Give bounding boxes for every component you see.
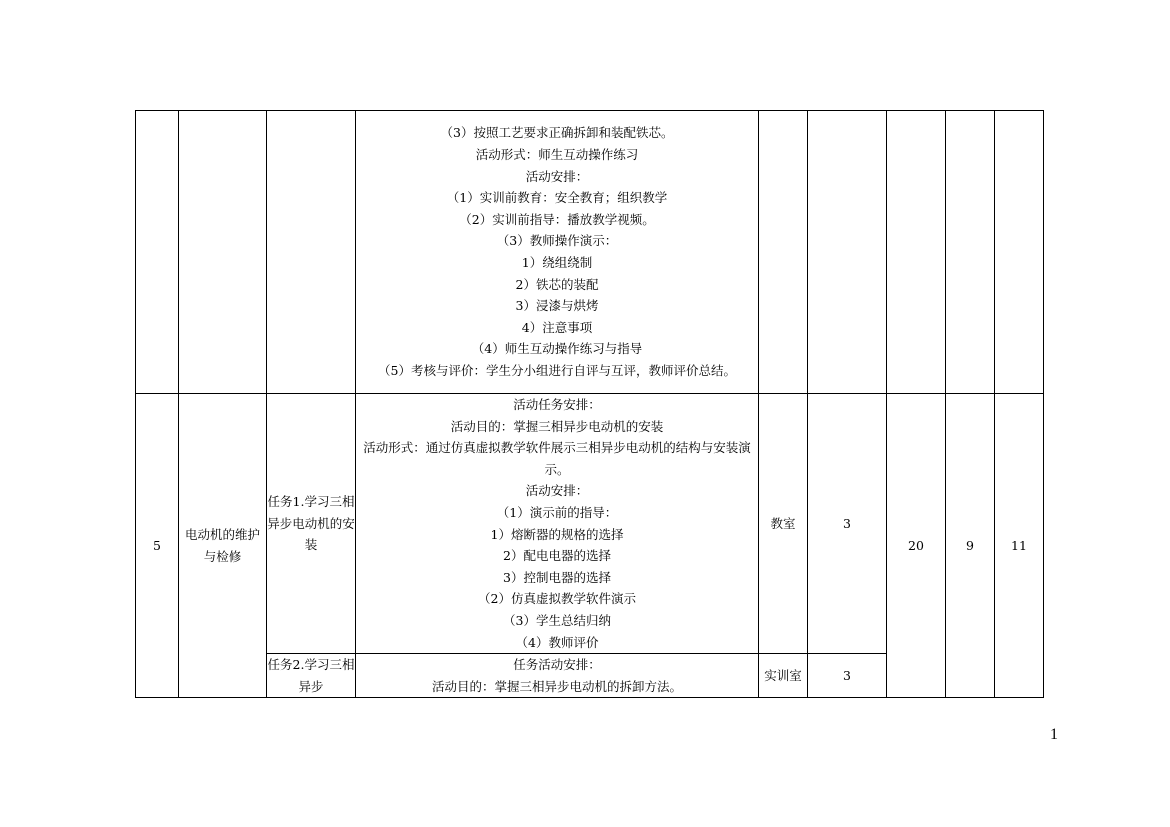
cell-module-name — [179, 111, 267, 394]
content-line: （1）实训前教育：安全教育；组织教学 — [446, 190, 668, 206]
content-line: 1）熔断器的规格的选择 — [490, 526, 624, 542]
content-line: 4）注意事项 — [521, 319, 593, 335]
content-line: （2）仿真虚拟教学软件演示 — [478, 591, 636, 607]
cell-activity-content — [356, 111, 759, 394]
content-line: 活动形式：师生互动操作练习 — [475, 147, 639, 163]
task2-location: 实训室 — [759, 654, 808, 698]
cell-hours — [808, 111, 887, 394]
module-row-task1 — [136, 394, 1044, 654]
teaching-plan-table — [135, 110, 1044, 698]
content-line: （4）师生互动操作练习与指导 — [471, 341, 643, 357]
cell-location — [759, 111, 808, 394]
content-line: 2）配电电器的选择 — [503, 548, 611, 564]
content-line: （5）考核与评价：学生分小组进行自评与互评，教师评价总结。 — [378, 362, 736, 378]
content-line: 活动安排： — [525, 168, 589, 184]
module-name: 电动机的维护与检修 — [179, 394, 267, 698]
cell-theory-hours — [946, 111, 995, 394]
task1-hours: 3 — [808, 394, 887, 654]
content-line: 活动安排： — [525, 483, 589, 499]
content-line: （3）学生总结归纳 — [503, 612, 611, 628]
content-line: 3）浸漆与烘烤 — [515, 298, 599, 314]
cell-practice-hours — [995, 111, 1044, 394]
content-line: 活动目的：掌握三相异步电动机的安装 — [450, 418, 664, 434]
module-theory-hours: 9 — [946, 394, 995, 698]
task2-activity-content — [356, 654, 759, 698]
content-line: （1）演示前的指导： — [496, 504, 618, 520]
content-line: 1）绕组绕制 — [521, 255, 593, 270]
task2-name: 任务2.学习三相异步 — [267, 654, 356, 698]
module-number: 5 — [136, 394, 179, 698]
content-line: （4）教师评价 — [515, 634, 599, 650]
content-line: 2）铁芯的装配 — [515, 276, 599, 292]
module-practice-hours: 11 — [995, 394, 1044, 698]
cell-number — [136, 111, 179, 394]
cell-task-name — [267, 111, 356, 394]
task2-hours: 3 — [808, 654, 887, 698]
continued-row — [136, 111, 1044, 394]
page-number: 1 — [1050, 726, 1058, 743]
cell-total-hours — [887, 111, 946, 394]
content-line: （3）按照工艺要求正确拆卸和装配铁芯。 — [440, 125, 674, 141]
task1-activity-content — [356, 394, 759, 654]
task1-location: 教室 — [759, 394, 808, 654]
content-line: 任务活动安排： — [513, 657, 601, 673]
task1-name: 任务1.学习三相异步电动机的安装 — [267, 394, 356, 654]
content-line: 活动形式：通过仿真虚拟教学软件展示三相异步电动机的结构与安装演示。 — [363, 440, 751, 477]
content-line: 活动任务安排： — [513, 397, 601, 412]
content-line: （3）教师操作演示： — [496, 233, 618, 249]
content-line: 3）控制电器的选择 — [503, 569, 611, 585]
content-line: 活动目的：掌握三相异步电动机的拆卸方法。 — [431, 678, 682, 694]
module-total-hours: 20 — [887, 394, 946, 698]
content-line: （2）实训前指导：播放教学视频。 — [459, 211, 655, 227]
